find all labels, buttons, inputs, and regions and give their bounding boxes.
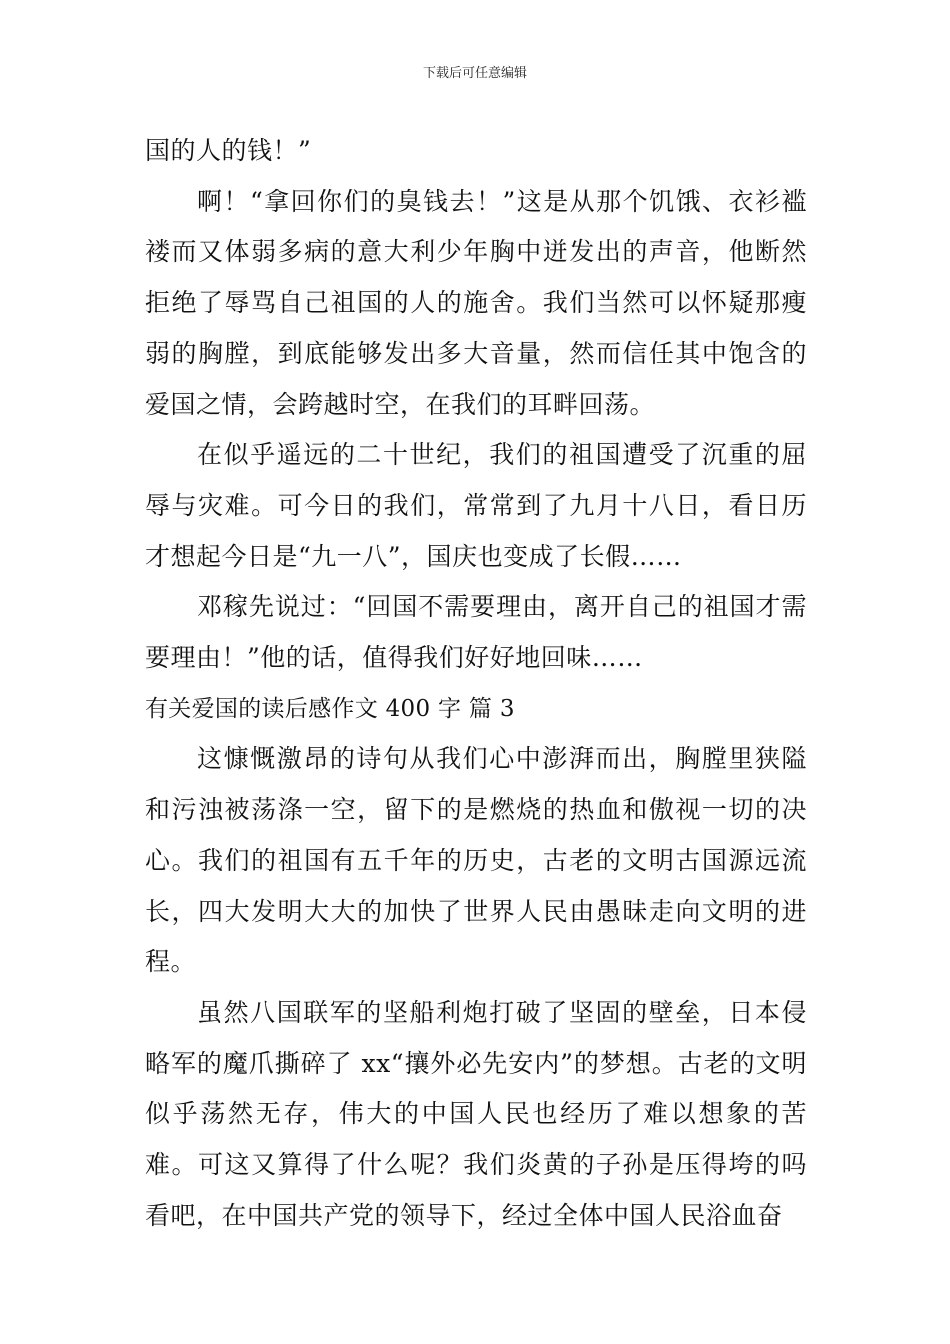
paragraph-continuation: 国的人的钱！” (145, 136, 312, 165)
paragraph: 在似乎遥远的二十世纪，我们的祖国遭受了沉重的屈辱与灾难。可今日的我们，常常到了九月十八日，看日历才想起今日是“九一八”，国庆也变成了长假…… (145, 440, 807, 571)
paragraph: 邓稼先说过：“回国不需要理由，离开自己的祖国才需要理由！”他的话，值得我们好好地回味…… (145, 592, 807, 673)
paragraph: 这慷慨激昂的诗句从我们心中澎湃而出，胸膛里狭隘和污浊被荡涤一空，留下的是燃烧的热血和傲视一切的决心。我们的祖国有五千年的历史，古老的文明古国源远流长，四大发明大大的加快了世界人民由愚昧走向文明的进程。 (145, 744, 807, 977)
section-heading: 有关爱国的读后感作文 400 字 篇 3 (145, 695, 515, 722)
paragraph: 啊！“拿回你们的臭钱去！”这是从那个饥饿、衣衫褴褛而又体弱多病的意大利少年胸中迸发出的声音，他断然拒绝了辱骂自己祖国的人的施舍。我们当然可以怀疑那瘦弱的胸膛，到底能够发出多大音量，然而信任其中饱含的爱国之情，会跨越时空，在我们的耳畔回荡。 (145, 186, 807, 419)
paragraph: 虽然八国联军的坚船利炮打破了坚固的壁垒，日本侵略军的魔爪撕碎了 xx“攘外必先安内”的梦想。古老的文明似乎荡然无存，伟大的中国人民也经历了难以想象的苦难。可这又算得了什么呢？我们炎黄的子孙是压得垮的吗看吧，在中国共产党的领导下，经过全体中国人民浴血奋 (145, 997, 807, 1230)
page-header: 下载后可任意编辑 (422, 66, 527, 81)
document-body (145, 126, 807, 1241)
